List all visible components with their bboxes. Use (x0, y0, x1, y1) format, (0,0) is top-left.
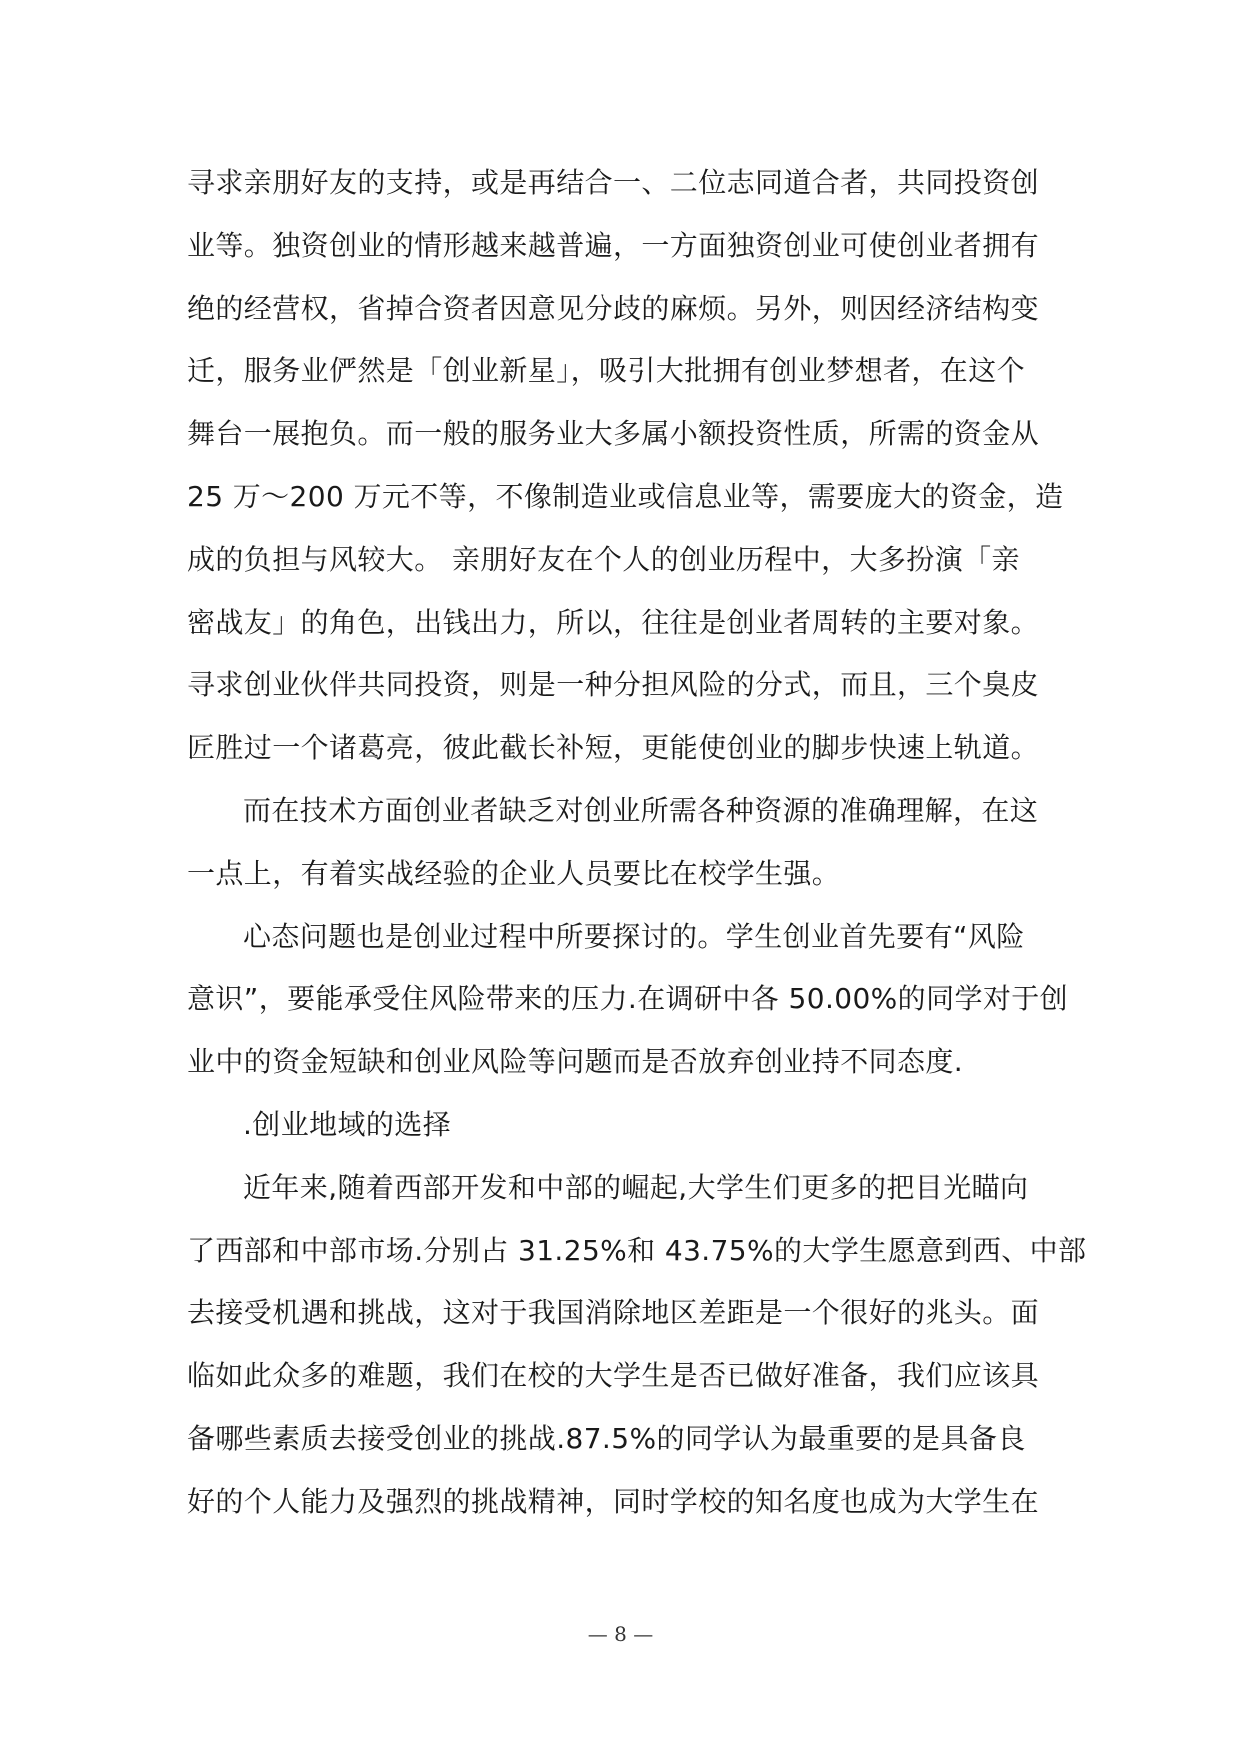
text-line: 匠胜过一个诸葛亮，彼此截长补短，更能使创业的脚步快速上轨道。 (187, 731, 1040, 765)
text-line: 绝的经营权，省掉合资者因意见分歧的麻烦。另外，则因经济结构变 (187, 291, 1040, 325)
text-line: .创业地域的选择 (243, 1107, 452, 1141)
text-line: 去接受机遇和挑战，这对于我国消除地区差距是一个很好的兆头。面 (187, 1296, 1040, 1330)
text-line: 成的负担与风较大。 亲朋好友在个人的创业历程中，大多扮演「亲 (187, 542, 1020, 576)
text-line: 近年来,随着西部开发和中部的崛起,大学生们更多的把目光瞄向 (243, 1170, 1029, 1204)
text-line: 寻求亲朋好友的支持，或是再结合一、二位志同道合者，共同投资创 (187, 166, 1040, 199)
text-line: 意识”，要能承受住风险带来的压力.在调研中各 50.00%的同学对于创 (187, 982, 1069, 1016)
text-line: 迁，服务业俨然是「创业新星」，吸引大批拥有创业梦想者，在这个 (187, 354, 1026, 388)
text-line: 寻求创业伙伴共同投资，则是一种分担风险的分式，而且，三个臭皮 (187, 668, 1040, 702)
text-line: 心态问题也是创业过程中所要探讨的。学生创业首先要有“风险 (243, 919, 1025, 953)
text-line: 备哪些素质去接受创业的挑战.87.5%的同学认为最重要的是具备良 (187, 1421, 1026, 1455)
text-line: 业中的资金短缺和创业风险等问题而是否放弃创业持不同态度. (187, 1045, 964, 1079)
text-line: 而在技术方面创业者缺乏对创业所需各种资源的准确理解，在这 (243, 793, 1039, 827)
page-number: — 8 — (587, 1622, 654, 1646)
text-line: 舞台一展抱负。而一般的服务业大多属小额投资性质，所需的资金从 (187, 417, 1040, 451)
text-line: 好的个人能力及强烈的挑战精神，同时学校的知名度也成为大学生在 (187, 1484, 1040, 1518)
body-text (187, 152, 1087, 1534)
text-line: 临如此众多的难题，我们在校的大学生是否已做好准备，我们应该具 (187, 1359, 1040, 1393)
text-line: 一点上，有着实战经验的企业人员要比在校学生强。 (187, 856, 841, 890)
text-line: 密战友」的角色，出钱出力，所以，往往是创业者周转的主要对象。 (187, 605, 1040, 639)
text-line: 业等。独资创业的情形越来越普遍，一方面独资创业可使创业者拥有 (187, 228, 1040, 262)
text-line: 25 万～200 万元不等，不像制造业或信息业等，需要庞大的资金，造 (187, 479, 1064, 513)
text-line: 了西部和中部市场.分别占 31.25%和 43.75%的大学生愿意到西、中部 (187, 1233, 1087, 1267)
